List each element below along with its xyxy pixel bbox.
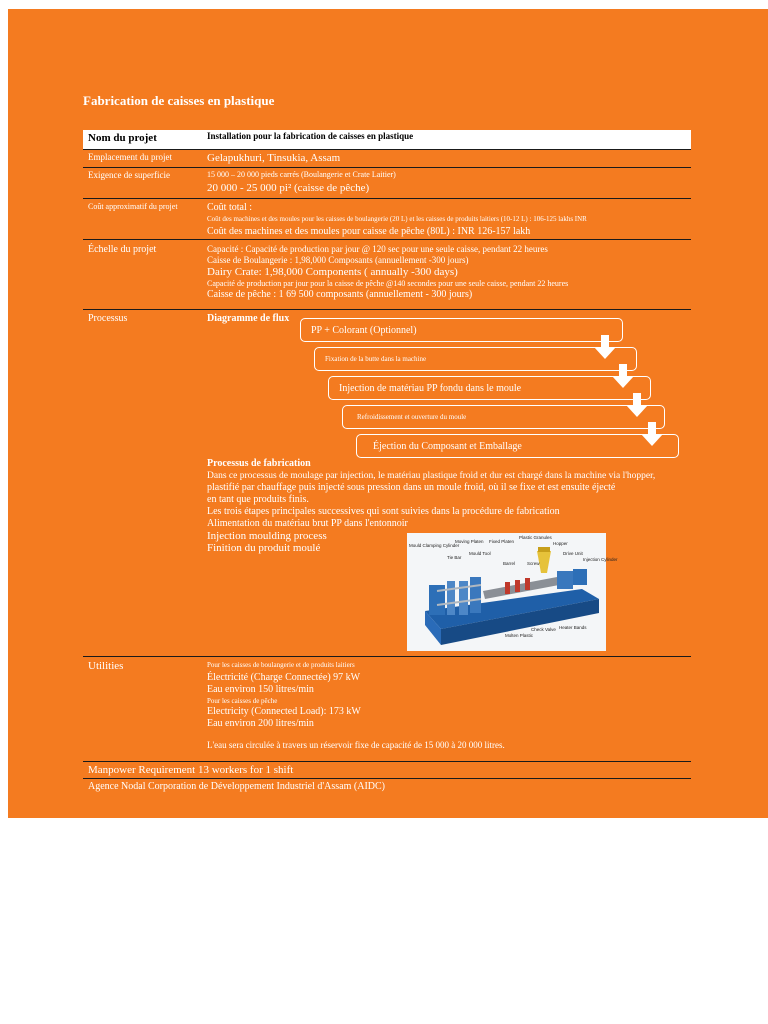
manpower-row	[83, 762, 691, 779]
document-title: Fabrication de caisses en plastique	[83, 93, 275, 108]
cost-line-3: Coût des machines et des moules pour caisse de pêche (80L) : INR 126-157 lakh	[207, 226, 531, 237]
location-value: Gelapukhuri, Tinsukia, Assam	[207, 152, 341, 164]
scale-line-3: Dairy Crate: 1,98,000 Components ( annually -300 days)	[207, 266, 458, 278]
machine-label: Drive Unit	[563, 551, 583, 556]
flow-step-2	[314, 347, 637, 371]
utilities-line: Électricité (Charge Connectée) 97 kW	[207, 672, 361, 683]
area-line-1: 15 000 – 20 000 pieds carrés (Boulangerie et Crate Laitier)	[207, 170, 396, 179]
fabrication-line: Finition du produit moulé	[207, 542, 321, 554]
manpower-text: Manpower Requirement 13 workers for 1 shift	[88, 764, 294, 776]
flow-arrow-down-icon	[626, 393, 648, 417]
flow-step-5-label: Éjection du Composant et Emballage	[373, 440, 522, 452]
machine-label: Check Valve	[531, 627, 556, 632]
utilities-line: Eau environ 200 litres/min	[207, 718, 314, 729]
fabrication-title: Processus de fabrication	[207, 458, 311, 469]
location-row	[83, 150, 691, 168]
header-row	[83, 130, 691, 150]
machine-label: Hopper	[553, 541, 568, 546]
fabrication-line: Les trois étapes principales successives qui sont suivies dans la procédure de fabrication	[207, 506, 560, 517]
scale-line-5: Caisse de pêche : 1 69 500 composants (annuellement - 300 jours)	[207, 289, 473, 300]
flow-step-4	[342, 405, 665, 429]
cost-line-2: Coût des machines et des moules pour les caisses de boulangerie (20 L) et les caisses de produits laitiers (10-12 L) : 106-125 lakhs INR	[207, 215, 587, 223]
process-label: Processus	[88, 313, 128, 324]
flow-step-3	[328, 376, 651, 400]
utilities-line: Eau environ 150 litres/min	[207, 684, 314, 695]
flow-arrow-down-icon	[594, 335, 616, 359]
area-row	[83, 168, 691, 199]
fabrication-line: Alimentation du matériau brut PP dans l'entonnoir	[207, 518, 408, 529]
injection-moulding-machine-image	[407, 533, 618, 651]
machine-label: Plastic Granules	[519, 535, 552, 540]
fabrication-line: plastifié par chauffage puis injecté sous pression dans un moule froid, où il se fixe et est ensuite éjecté	[207, 482, 616, 493]
utilities-line: Pour les caisses de pêche	[207, 697, 278, 705]
location-label: Emplacement du projet	[88, 152, 172, 162]
header-value: Installation pour la fabrication de caisses en plastique	[207, 131, 414, 141]
scale-label: Échelle du projet	[88, 244, 157, 255]
agency-text: Agence Nodal Corporation de Développement Industriel d'Assam (AIDC)	[88, 781, 386, 792]
scale-row	[83, 240, 691, 310]
scale-line-2: Caisse de Boulangerie : 1,98,000 Composants (annuellement -300 jours)	[207, 255, 469, 265]
machine-label: Heater Bands	[559, 625, 587, 630]
machine-illustration	[407, 533, 618, 651]
flow-arrow-down-icon	[641, 422, 663, 446]
scale-line-1: Capacité : Capacité de production par jour @ 120 sec pour une seule caisse, pendant 22 heures	[207, 244, 548, 254]
utilities-line: Pour les caisses de boulangerie et de produits laitiers	[207, 661, 355, 669]
flow-step-5	[356, 434, 679, 458]
machine-label: Molten Plastic	[505, 633, 534, 638]
cost-row	[83, 199, 691, 240]
utilities-line: L'eau sera circulée à travers un réservoir fixe de capacité de 15 000 à 20 000 litres.	[207, 740, 505, 750]
flow-title: Diagramme de flux	[207, 313, 290, 324]
machine-label: Screw	[527, 561, 540, 566]
flow-step-2-label: Fixation de la butte dans la machine	[325, 355, 427, 363]
flow-step-1	[300, 318, 623, 342]
cost-line-1: Coût total :	[207, 202, 252, 213]
cost-label: Coût approximatif du projet	[88, 202, 178, 211]
machine-label: Fixed Platen	[489, 539, 515, 544]
fabrication-line: en tant que produits finis.	[207, 494, 309, 505]
fabrication-line: Injection moulding process	[207, 530, 327, 542]
machine-label: Injection Cylinder	[583, 557, 618, 562]
header-label: Nom du projet	[88, 132, 157, 144]
fabrication-line: Dans ce processus de moulage par injection, le matériau plastique froid et dur est chargé dans la machine via l'hopper,	[207, 471, 656, 481]
utilities-line: Electricity (Connected Load): 173 kW	[207, 706, 361, 717]
area-label: Exigence de superficie	[88, 170, 170, 180]
flow-arrow-down-icon	[612, 364, 634, 388]
scale-line-4: Capacité de production par jour pour la caisse de pêche @140 secondes pour une seule caisse, pendant 22 heures	[207, 279, 569, 288]
utilities-row	[83, 657, 691, 762]
machine-label: Moving Platen	[455, 539, 484, 544]
flow-step-4-label: Refroidissement et ouverture du moule	[357, 413, 467, 421]
machine-label: Mould Clamping Cylinder	[409, 543, 460, 548]
utilities-label: Utilities	[88, 660, 124, 672]
flow-step-3-label: Injection de matériau PP fondu dans le moule	[339, 382, 522, 394]
machine-label: Barrel	[503, 561, 516, 566]
flow-step-1-label: PP + Colorant (Optionnel)	[311, 324, 417, 336]
area-line-2: 20 000 - 25 000 pi² (caisse de pêche)	[207, 182, 370, 194]
machine-label: Mould Tool	[469, 551, 491, 556]
machine-label: Tie Bar	[447, 555, 462, 560]
